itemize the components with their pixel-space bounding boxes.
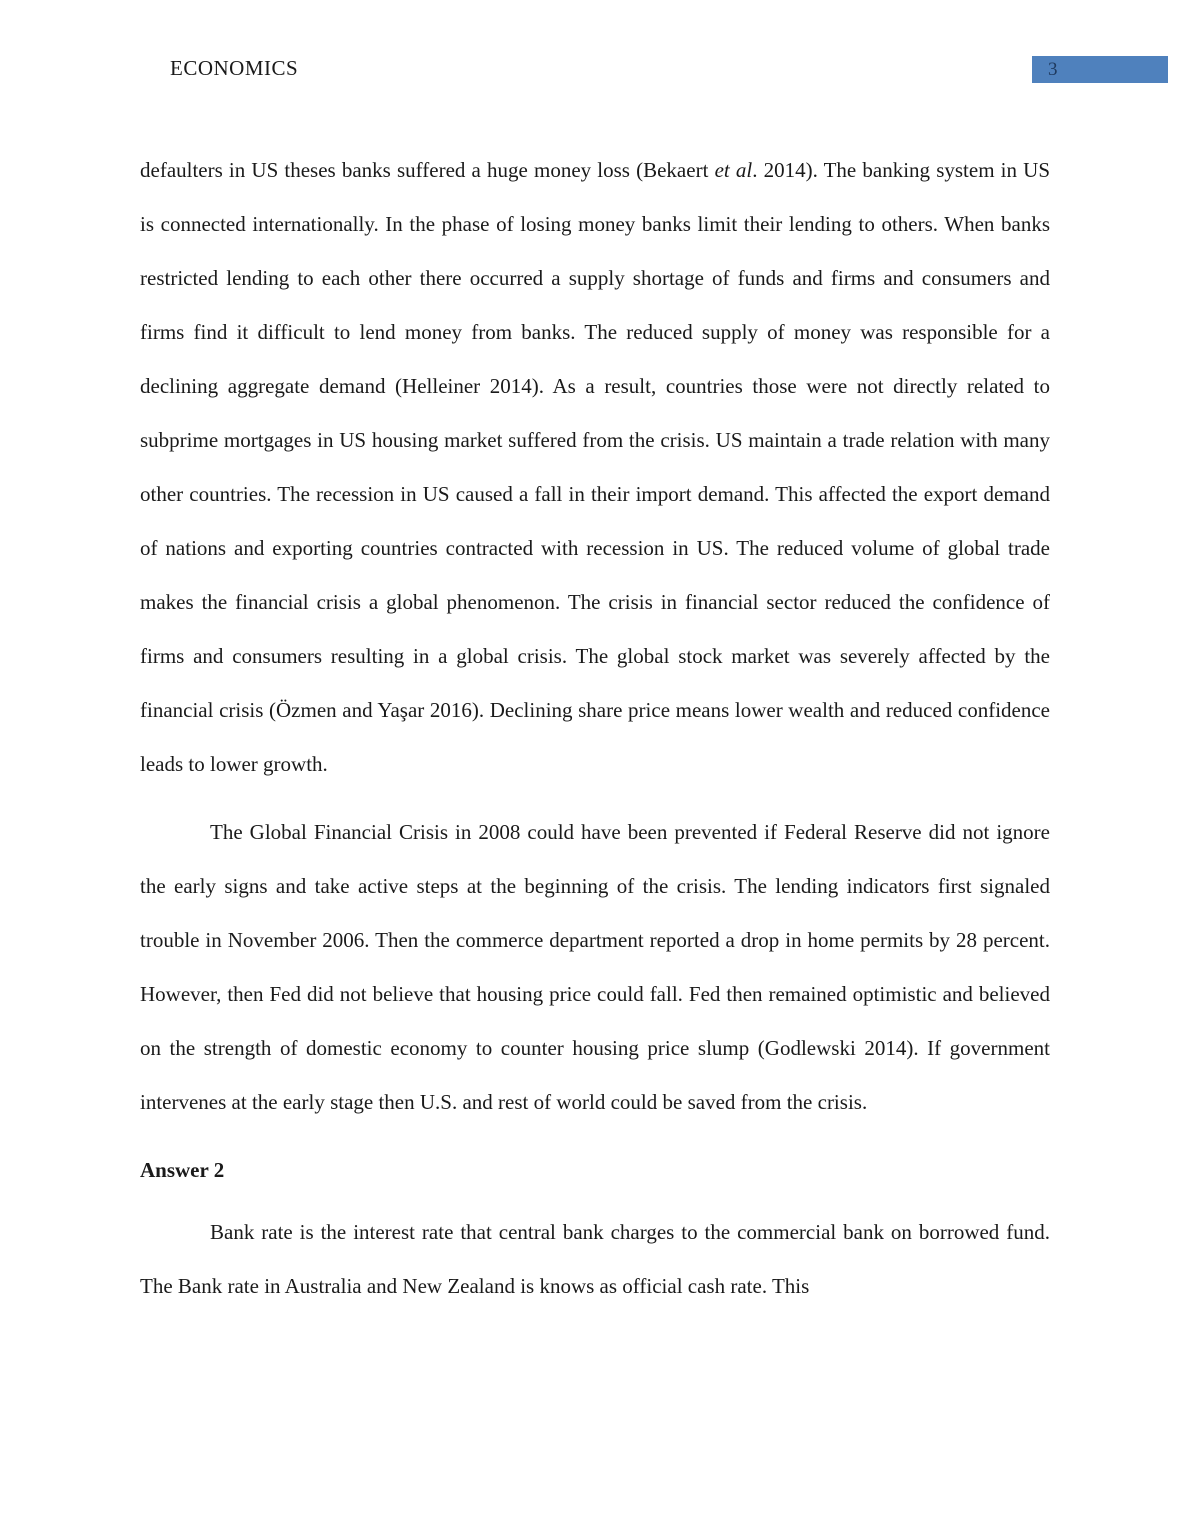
paragraph-3: Bank rate is the interest rate that central bank charges to the commercial bank on borrowed fund. The Bank rate in Australia and New Zealand is knows as official cash rate. This	[140, 1220, 1050, 1298]
page-number: 3	[1048, 58, 1058, 80]
paragraph-1-text: defaulters in US theses banks suffered a huge money loss (Bekaert	[140, 158, 715, 182]
paragraph-2: The Global Financial Crisis in 2008 could have been prevented if Federal Reserve did not ignore the early signs and take active steps at the beginning of the crisis. The lending indicators first signaled trouble in November 2006. Then the commerce department reported a drop in home permits by 28 percent. However, then Fed did not believe that housing price could fall. Fed then remained optimistic and believed on the strength of domestic economy to counter housing price slump (Godlewski 2014). If government intervenes at the early stage then U.S. and rest of world could be saved from the crisis.	[140, 820, 1050, 1114]
paragraph-1	[140, 143, 1050, 791]
header-title: ECONOMICS	[170, 56, 299, 80]
document-body	[140, 143, 1050, 1313]
page-header	[140, 56, 1058, 88]
paragraph-1-italic-citation: et al	[714, 158, 753, 182]
page-number-badge	[1032, 56, 1168, 83]
paragraph-1-text-continued: . 2014). The banking system in US is connected internationally. In the phase of losing money banks limit their lending to others. When banks restricted lending to each other there occurred a supply shortage of funds and firms and consumers and firms find it difficult to lend money from banks. The reduced supply of money was responsible for a declining aggregate demand (Helleiner 2014). As a result, countries those were not directly related to subprime mortgages in US housing market suffered from the crisis. US maintain a trade relation with many other countries. The recession in US caused a fall in their import demand. This affected the export demand of nations and exporting countries contracted with recession in US. The reduced volume of global trade makes the financial crisis a global phenomenon. The crisis in financial sector reduced the confidence of firms and consumers resulting in a global crisis. The global stock market was severely affected by the financial crisis (Özmen and Yaşar 2016). Declining share price means lower wealth and reduced confidence leads to lower growth.	[140, 158, 1050, 776]
answer-2-heading: Answer 2	[140, 1158, 225, 1182]
